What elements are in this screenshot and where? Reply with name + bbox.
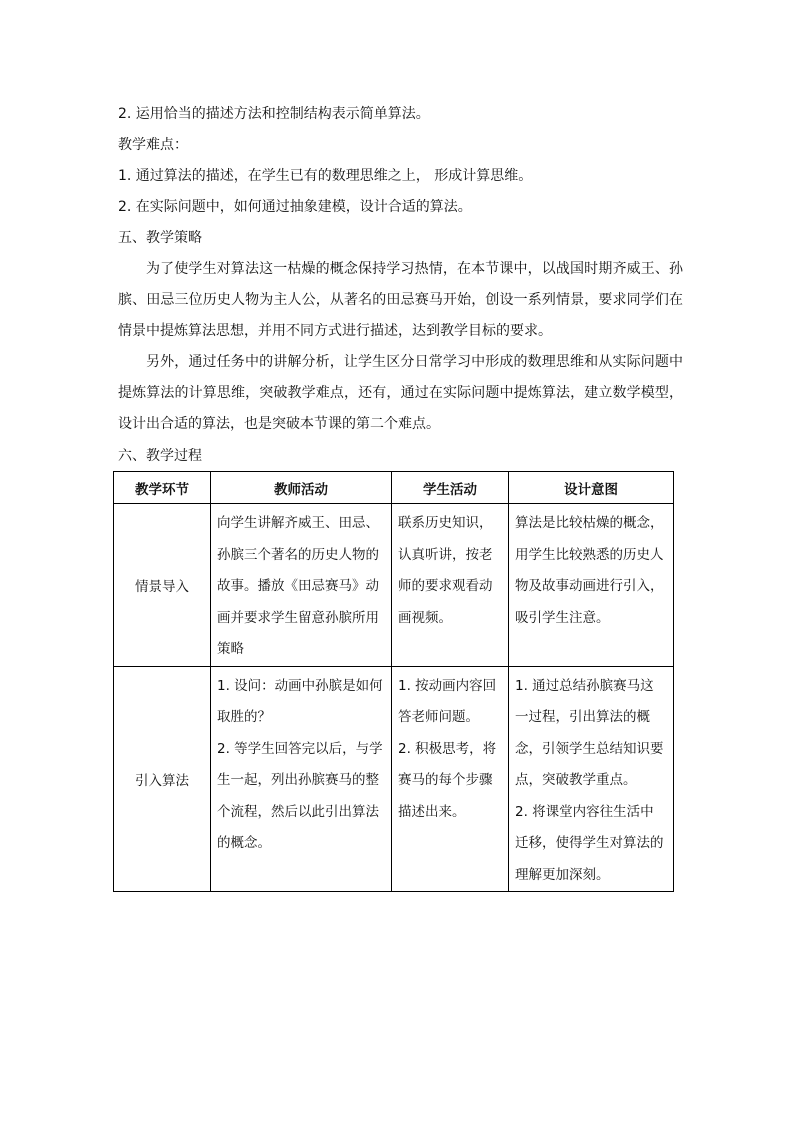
section-heading: 六、教学过程 [118,448,202,464]
text-line: 2. 在实际问题中，如何通过抽象建模，设计合适的算法。 [118,199,472,215]
cell-text: 1. 按动画内容回答老师问题。 [398,677,497,725]
paragraph: 为了使学生对算法这一枯燥的概念保持学习热情，在本节课中，以战国时期齐威王、孙膑、田忌三位历史人物为主人公，从著名的田忌赛马开始，创设一系列情景，要求同学们在情景中提炼算法思想，并用不同方式进行描述，达到教学目标的要求。 [118,261,683,339]
cell-text: 联系历史知识，认真听讲，按老师的要求观看动画视频。 [398,515,493,626]
column-header: 设计意图 [509,472,674,504]
section-heading: 五、教学策略 [118,230,202,246]
cell-text: 2. 等学生回答完以后，与学生一起，列出孙膑赛马的整个流程，然后以此引出算法的概念。 [217,740,383,851]
paragraph: 另外，通过任务中的讲解分析，让学生区分日常学习中形成的数理思维和从实际问题中提炼算法的计算思维，突破教学难点，还有，通过在实际问题中提炼算法，建立数学模型，设计出合适的算法，也是突破本节课的第二个难点。 [118,354,683,432]
text-line: 1. 通过算法的描述，在学生已有的数理思维之上， 形成计算思维。 [118,168,533,184]
intent-cell [509,666,674,892]
cell-text: 向学生讲解齐威王、田忌、孙膑三个著名的历史人物的故事。播放《田忌赛马》动画并要求学生留意孙膑所用策略 [217,515,379,657]
cell-text: 1. 通过总结孙膑赛马这一过程，引出算法的概念，引领学生总结知识要点，突破教学重点。 [515,677,664,788]
teacher-cell [211,666,392,892]
cell-text: 2. 将课堂内容往生活中迁移，使得学生对算法的理解更加深刻。 [515,803,664,883]
teacher-cell [211,504,392,667]
cell-text: 算法是比较枯燥的概念，用学生比较熟悉的历史人物及故事动画进行引入，吸引学生注意。 [515,515,664,626]
table-row [114,666,674,892]
column-header: 学生活动 [392,472,509,504]
stage-cell: 情景导入 [114,504,211,667]
cell-text: 2. 积极思考，将赛马的每个步骤描述出来。 [398,740,497,820]
table-row [114,504,674,667]
text-line: 2. 运用恰当的描述方法和控制结构表示简单算法。 [118,106,430,122]
table-header-row [114,472,674,504]
student-cell [392,504,509,667]
text-line: 教学难点： [118,137,188,153]
process-table [113,471,674,892]
student-cell [392,666,509,892]
intent-cell [509,504,674,667]
cell-text: 1. 设问：动画中孙膑是如何取胜的？ [217,677,383,725]
stage-cell: 引入算法 [114,666,211,892]
column-header: 教师活动 [211,472,392,504]
column-header: 教学环节 [114,472,211,504]
